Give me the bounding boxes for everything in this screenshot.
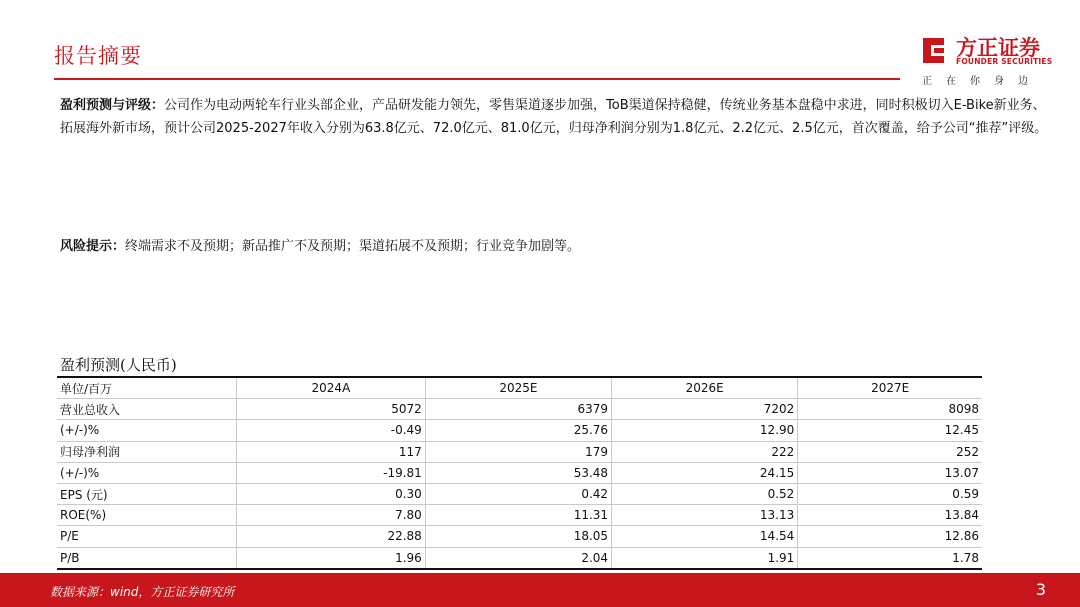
table-cell: 13.07 <box>798 462 982 483</box>
profit-forecast-label: 盈利预测与评级： <box>60 98 165 113</box>
table-row <box>57 547 982 569</box>
column-header: 2024A <box>237 377 426 399</box>
row-label: 归母净利润 <box>57 441 237 462</box>
table-cell: 0.59 <box>798 483 982 504</box>
row-label: P/B <box>57 547 237 569</box>
table-cell: 14.54 <box>612 526 798 547</box>
table-cell: 5072 <box>237 399 426 420</box>
table-cell: 11.31 <box>425 505 611 526</box>
table-row <box>57 526 982 547</box>
table-cell: 1.91 <box>612 547 798 569</box>
table-title: 盈利预测(人民币) <box>60 356 177 374</box>
table-cell: 0.30 <box>237 483 426 504</box>
table-cell: 222 <box>612 441 798 462</box>
row-label: ROE(%) <box>57 505 237 526</box>
risk-text: 终端需求不及预期；新品推广不及预期；渠道拓展不及预期；行业竞争加剧等。 <box>125 239 581 254</box>
table-cell: 2.04 <box>425 547 611 569</box>
table-cell: 117 <box>237 441 426 462</box>
table-cell: -0.49 <box>237 420 426 441</box>
column-header: 2025E <box>425 377 611 399</box>
table-cell: 25.76 <box>425 420 611 441</box>
table-cell: 179 <box>425 441 611 462</box>
column-header: 2027E <box>798 377 982 399</box>
table-cell: 6379 <box>425 399 611 420</box>
profit-forecast-text: 公司作为电动两轮车行业头部企业，产品研发能力领先，零售渠道逐步加强，ToB渠道保持稳健，传统业务基本盘稳中求进，同时积极切入E-Bike新业务、拓展海外新市场，预计公司2025-2027年收入分别为63.8亿元、72.0亿元、81.0亿元，归母净利润分别为1.8亿元、2.2亿元、2.5亿元，首次覆盖，给予公司“推荐”评级。 <box>60 98 1048 136</box>
table-cell: -19.81 <box>237 462 426 483</box>
row-label: EPS (元) <box>57 483 237 504</box>
table-row <box>57 483 982 504</box>
table-cell: 252 <box>798 441 982 462</box>
row-label: P/E <box>57 526 237 547</box>
table-cell: 12.86 <box>798 526 982 547</box>
founder-logo-icon <box>920 34 952 66</box>
footer-bar <box>0 573 1080 607</box>
table-cell: 1.78 <box>798 547 982 569</box>
table-cell: 7.80 <box>237 505 426 526</box>
risk-label: 风险提示： <box>60 239 126 254</box>
table-cell: 12.90 <box>612 420 798 441</box>
data-source: 数据来源：wind，方正证券研究所 <box>50 585 235 599</box>
profit-forecast-paragraph <box>60 95 1050 140</box>
risk-paragraph <box>60 236 1050 259</box>
row-label: (+/-)% <box>57 462 237 483</box>
row-label: (+/-)% <box>57 420 237 441</box>
table-row <box>57 462 982 483</box>
table-cell: 13.13 <box>612 505 798 526</box>
table-cell: 53.48 <box>425 462 611 483</box>
page-number: 3 <box>1035 580 1046 599</box>
table-row <box>57 441 982 462</box>
table-row <box>57 420 982 441</box>
table-cell: 12.45 <box>798 420 982 441</box>
table-cell: 8098 <box>798 399 982 420</box>
table-cell: 22.88 <box>237 526 426 547</box>
table-cell: 7202 <box>612 399 798 420</box>
header-unit: 单位/百万 <box>57 377 237 399</box>
table-cell: 18.05 <box>425 526 611 547</box>
table-row <box>57 505 982 526</box>
logo-tagline: 正在你身边 <box>922 76 1042 87</box>
table-row <box>57 399 982 420</box>
earnings-forecast-table <box>57 376 982 570</box>
title-divider <box>54 78 900 80</box>
row-label: 营业总收入 <box>57 399 237 420</box>
logo-english-name: FOUNDER SECURITIES <box>956 57 1053 66</box>
company-logo <box>920 30 1060 86</box>
table-cell: 0.52 <box>612 483 798 504</box>
page-title: 报告摘要 <box>54 44 142 68</box>
logo-chinese-name: 方正证券 <box>956 36 1040 60</box>
table-cell: 24.15 <box>612 462 798 483</box>
table-header-row <box>57 377 982 399</box>
column-header: 2026E <box>612 377 798 399</box>
table-cell: 13.84 <box>798 505 982 526</box>
table-cell: 1.96 <box>237 547 426 569</box>
table-cell: 0.42 <box>425 483 611 504</box>
